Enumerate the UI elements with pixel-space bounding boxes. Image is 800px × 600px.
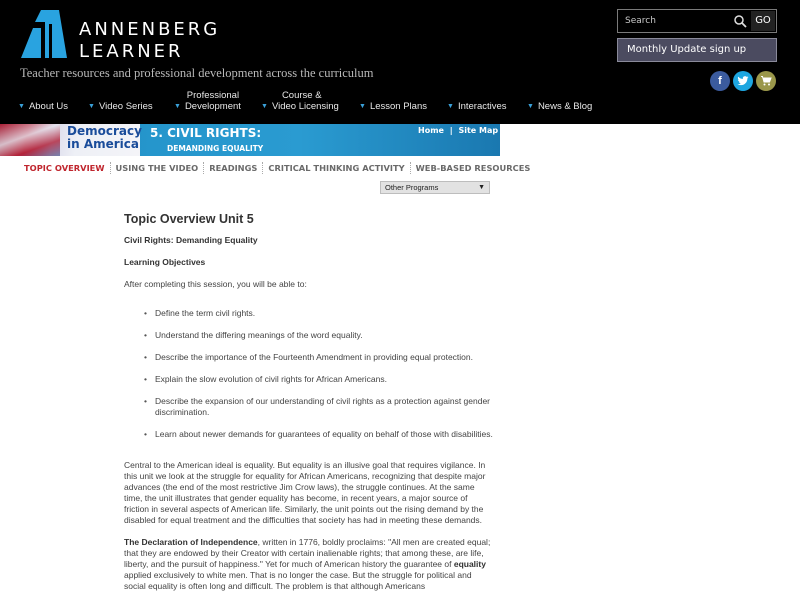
caret-down-icon: ▼ <box>261 103 268 110</box>
list-item: • Learn about newer demands for guarantees of equality on behalf of those with disabilities. <box>144 429 494 440</box>
unit-heading: Civil Rights: Demanding Equality <box>124 235 258 245</box>
nav-label-line2: Development <box>184 101 241 112</box>
nav-course-video-licensing[interactable] <box>261 90 339 112</box>
main-nav <box>0 90 620 120</box>
bold-term: equality <box>453 559 486 569</box>
caret-down-icon: ▼ <box>174 103 181 110</box>
nav-video-series[interactable] <box>88 101 153 112</box>
twitter-icon[interactable] <box>733 71 753 91</box>
site-map-link[interactable]: Site Map <box>458 126 499 135</box>
tab-web-based-resources[interactable]: WEB-BASED RESOURCES <box>415 163 531 173</box>
unit-title: 5. CIVIL RIGHTS: <box>150 126 262 140</box>
nav-label <box>272 90 339 112</box>
search-icon[interactable] <box>733 14 747 28</box>
dropdown-arrow-icon: ▼ <box>478 184 485 191</box>
banner-links <box>418 126 498 135</box>
series-title[interactable] <box>67 125 142 151</box>
search-box <box>617 9 777 33</box>
nav-interactives[interactable] <box>447 101 507 112</box>
caret-down-icon: ▼ <box>18 103 25 110</box>
nav-about-us[interactable] <box>18 101 68 112</box>
bold-lead: The Declaration of Independence <box>124 537 258 547</box>
caret-down-icon: ▼ <box>527 103 534 110</box>
list-item: • Explain the slow evolution of civil rights for African Americans. <box>144 374 494 385</box>
tab-divider <box>262 162 263 174</box>
caret-down-icon: ▼ <box>88 103 95 110</box>
tagline: Teacher resources and professional development across the curriculum <box>20 66 374 80</box>
unit-subtitle: DEMANDING EQUALITY <box>167 144 264 153</box>
tab-topic-overview[interactable]: TOPIC OVERVIEW <box>24 163 105 173</box>
cart-icon[interactable] <box>756 71 776 91</box>
caret-down-icon: ▼ <box>447 103 454 110</box>
go-button[interactable]: GO <box>751 11 775 31</box>
list-item: • Describe the importance of the Fourteenth Amendment in providing equal protection. <box>144 352 494 363</box>
tab-using-the-video[interactable]: USING THE VIDEO <box>115 163 199 173</box>
brand-name[interactable] <box>79 19 220 63</box>
list-item: • Understand the differing meanings of the word equality. <box>144 330 494 341</box>
facebook-icon[interactable]: f <box>710 71 730 91</box>
nav-label: News & Blog <box>537 101 593 112</box>
brand-line-1: ANNENBERG <box>79 19 221 40</box>
objectives-heading: Learning Objectives <box>124 257 206 267</box>
nav-label <box>185 90 241 112</box>
select-value: Other Programs <box>385 183 439 192</box>
tab-divider <box>203 162 204 174</box>
objectives-intro: After completing this session, you will be able to: <box>124 279 307 289</box>
declaration-paragraph <box>124 537 494 592</box>
other-programs-select[interactable] <box>380 181 490 194</box>
nav-label: About Us <box>28 101 69 112</box>
nav-label-line1: Course & <box>281 90 322 101</box>
section-tabs <box>24 162 530 174</box>
nav-professional-development[interactable] <box>174 90 241 112</box>
paragraph-text: , written in 1776, boldly proclaims: "All men are created equal; that they are endowed by their Creator with certain inalienable rights; that among these, are life, liberty, and the pursuit of happiness." Yet for much of American history the guarantee of <box>124 537 491 569</box>
flag-stripe <box>0 124 60 156</box>
nav-label: Interactives <box>457 101 507 112</box>
nav-news-blog[interactable] <box>527 101 592 112</box>
main-content <box>124 214 494 600</box>
nav-label: Lesson Plans <box>369 101 427 112</box>
overview-paragraph: Central to the American ideal is equality. But equality is an illusive goal that requires vigilance. In this unit we look at the struggle for equality for African Americans, recognizing that despite major advances (the end of the most restrictive Jim Crow laws), the struggle continues. At the same time, the unit illustrates that gender equality has become, in recent years, a major source of friction in several aspects of American life. Similarly, the unit points out the rising demand by the disabled for equal treatment and the difficulties that society has had in meeting these demands. <box>124 460 486 525</box>
annenberg-logo-icon[interactable] <box>19 10 69 58</box>
search-input[interactable] <box>618 10 728 32</box>
series-title-line1: Democracy <box>67 124 142 138</box>
paragraph-text: applied exclusively to white men. That is no longer the case. But the struggle for political and social equality is often long and difficult. The problem is that although Americans <box>124 570 472 591</box>
nav-lesson-plans[interactable] <box>359 101 427 112</box>
nav-label-line2: Video Licensing <box>271 101 339 112</box>
tab-divider <box>410 162 411 174</box>
tab-readings[interactable]: READINGS <box>209 163 258 173</box>
nav-label-line1: Professional <box>186 90 240 101</box>
monthly-update-signup-button[interactable]: Monthly Update sign up <box>617 38 777 62</box>
page-title: Topic Overview Unit 5 <box>124 212 254 226</box>
tab-divider <box>110 162 111 174</box>
nav-label: Video Series <box>98 101 153 112</box>
home-link[interactable]: Home <box>418 126 444 135</box>
caret-down-icon: ▼ <box>359 103 366 110</box>
site-header <box>0 0 800 124</box>
list-item: • Describe the expansion of our understanding of civil rights as a protection against gender discrimination. <box>144 396 494 418</box>
tab-critical-thinking-activity[interactable]: CRITICAL THINKING ACTIVITY <box>268 163 405 173</box>
link-separator: | <box>449 126 453 135</box>
brand-line-2: LEARNER <box>79 41 184 62</box>
list-item: • Define the term civil rights. <box>144 308 494 319</box>
objectives-list <box>124 308 494 440</box>
series-title-line2: in America <box>67 137 140 151</box>
series-banner <box>0 124 500 156</box>
